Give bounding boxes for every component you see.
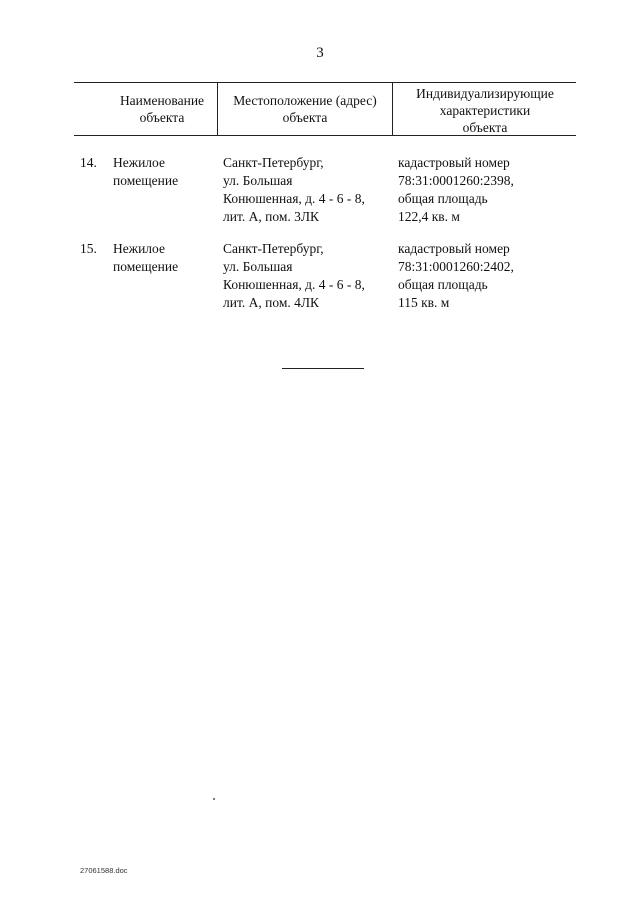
row-characteristics-line: 78:31:0001260:2402,: [398, 259, 514, 274]
row-characteristics-line: 122,4 кв. м: [398, 209, 460, 224]
row-characteristics-line: общая площадь: [398, 277, 488, 292]
row-location-line: ул. Большая: [223, 259, 293, 274]
table-top-rule: [74, 82, 576, 83]
header-location-line: объекта: [282, 110, 328, 125]
row-location-line: Санкт-Петербург,: [223, 155, 324, 170]
row-location-line: ул. Большая: [223, 173, 293, 188]
row-location-line: лит. А, пом. 4ЛК: [223, 295, 320, 310]
column-divider: [217, 82, 218, 135]
row-location-line: Конюшенная, д. 4 - 6 - 8,: [223, 191, 365, 206]
row-location: [223, 240, 391, 312]
page-number: 3: [316, 45, 324, 61]
row-name-line: помещение: [113, 173, 179, 188]
header-name-line: Наименование: [119, 93, 205, 108]
header-characteristics-line: объекта: [462, 120, 508, 135]
row-location-line: Конюшенная, д. 4 - 6 - 8,: [223, 277, 365, 292]
column-divider: [392, 82, 393, 135]
header-characteristics: [395, 85, 575, 136]
row-characteristics-line: 78:31:0001260:2398,: [398, 173, 514, 188]
row-characteristics-line: 115 кв. м: [398, 295, 450, 310]
header-location: [220, 92, 390, 126]
header-name-line: объекта: [139, 110, 185, 125]
row-location-line: лит. А, пом. 3ЛК: [223, 209, 320, 224]
header-name: [108, 92, 216, 126]
header-characteristics-line: характеристики: [439, 103, 531, 118]
row-number: 15.: [80, 241, 97, 256]
row-location: [223, 154, 391, 226]
row-name-line: помещение: [113, 259, 179, 274]
row-characteristics-line: кадастровый номер: [398, 241, 510, 256]
row-name-line: Нежилое: [113, 155, 165, 170]
header-location-line: Местоположение (адрес): [233, 93, 377, 108]
row-number: 14.: [80, 155, 97, 170]
footer-file-name: 27061588.doc: [80, 866, 128, 875]
scan-speck: [213, 798, 215, 800]
row-characteristics-line: кадастровый номер: [398, 155, 510, 170]
row-name-line: Нежилое: [113, 241, 165, 256]
row-name: [113, 240, 213, 276]
row-characteristics-line: общая площадь: [398, 191, 488, 206]
header-characteristics-line: Индивидуализирующие: [416, 86, 554, 101]
row-name: [113, 154, 213, 190]
row-characteristics: [398, 240, 576, 312]
end-of-list-rule: [282, 368, 364, 369]
row-location-line: Санкт-Петербург,: [223, 241, 324, 256]
row-characteristics: [398, 154, 576, 226]
